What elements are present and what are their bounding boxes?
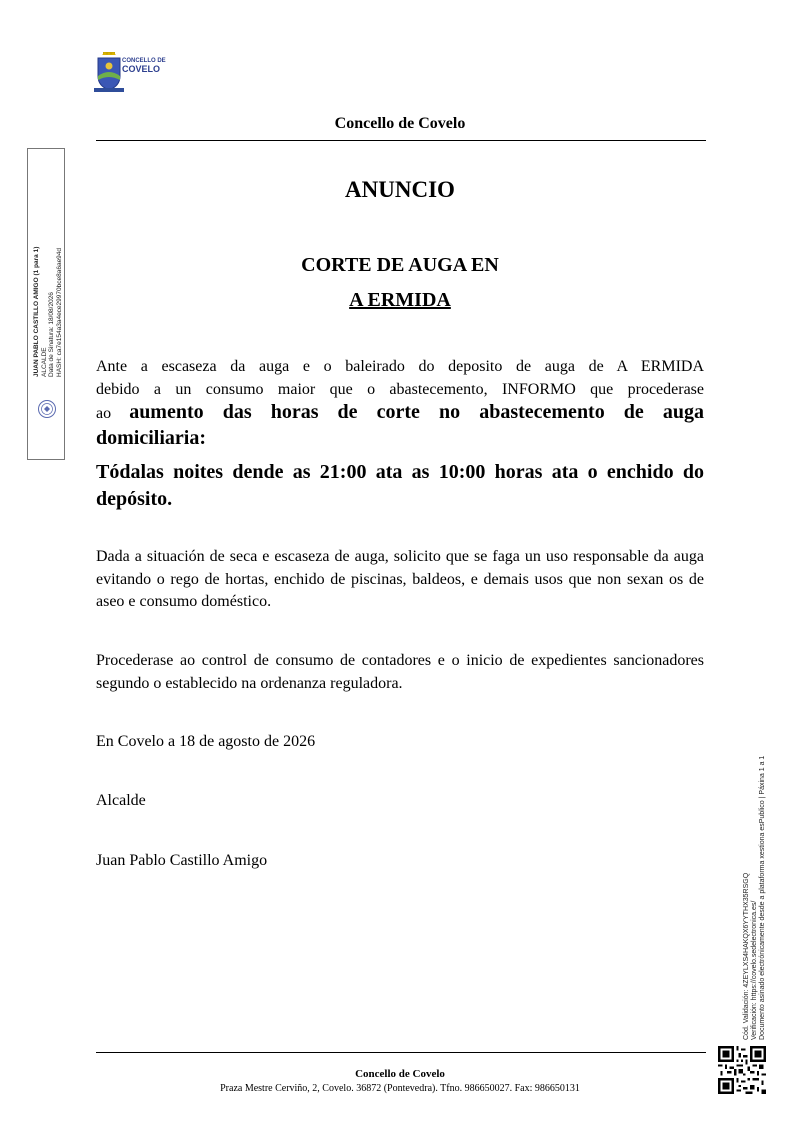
signer-name: Juan Pablo Castillo Amigo [96,852,268,869]
signature-line-2: ALCALDE [40,347,48,377]
footer-divider [96,1052,706,1053]
signature-box [27,148,65,460]
paragraph-control: Procederase ao control de consumo de contadores e o inicio de expedientes sancionadores segundo o establecido na ordenanza reguladora. [96,652,704,692]
logo-line-2: COVELO [122,64,161,74]
paragraph-1-line-3-normal: ao [96,405,112,422]
paragraph-1-line-1: Ante a escaseza da auga e o baleirado do deposito de auga de A ERMIDA [96,358,704,375]
logo-line-1: CONCELLO DE [122,58,166,64]
signature-text [33,247,63,377]
footer-address: Praza Mestre Cerviño, 2, Covelo. 36872 (Pontevedra). Tfno. 986650027. Fax: 986650131 [220,1083,580,1094]
validation-signed-note: Documento asinado electrónicamente desde a plataforma xestiona esPublico | Páxina 1 a 1 [759,755,766,1040]
document-subtitle-line-1: CORTE DE AUGA EN [301,254,499,276]
signature-line-1: JUAN PABLO CASTILLO AMIGO (1 para 1) [33,246,40,377]
paragraph-1-line-3-bold: aumento das horas de corte no abastecemento de auga [129,401,704,423]
document-title: ANUNCIO [345,177,455,202]
paragraph-announcement [96,356,704,451]
signature-line-4: HASH: ca7e154a3a4ece29970bce8a6ae94d [55,247,63,377]
coat-of-arms-icon [94,52,124,96]
seal-icon [37,399,57,419]
qr-code-icon[interactable] [718,1046,766,1094]
signature-line-3: Data de Sinatura: 18/08/2026 [48,292,55,377]
paragraph-responsible-use: Dada a situación de seca e escaseza de auga, solicito que se faga un uso responsable da auga evitando o rego de hortas, enchido de piscinas, baldeos, e demais usos que non sexan os de aseo e consumo doméstico. [96,548,704,610]
document-subtitle-line-2: A ERMIDA [349,289,451,311]
municipality-logo [94,50,174,98]
header-title: Concello de Covelo [334,115,466,132]
validation-url[interactable]: Verificación: https://covelo.sedelectronica.es/ [751,900,758,1040]
validation-code: Cód. Validación: 4ZEYLXS4HAKQX6YYTHX35RSGQ [743,872,750,1040]
logo-text [122,58,166,74]
signer-role: Alcalde [96,792,146,809]
paragraph-schedule: Tódalas noites dende as 21:00 ata as 10:00 horas ata o enchido do depósito. [96,461,704,510]
validation-text [743,756,767,1040]
paragraph-1-line-2: debido a un consumo maior que o abastecemento, INFORMO que procederase [96,380,704,398]
paragraph-1-line-4-bold: domiciliaria: [96,426,206,449]
paragraph-1-line-3 [96,401,704,426]
place-date: En Covelo a 18 de agosto de 2026 [96,733,316,750]
footer-name: Concello de Covelo [355,1068,445,1080]
header-divider [96,140,706,141]
